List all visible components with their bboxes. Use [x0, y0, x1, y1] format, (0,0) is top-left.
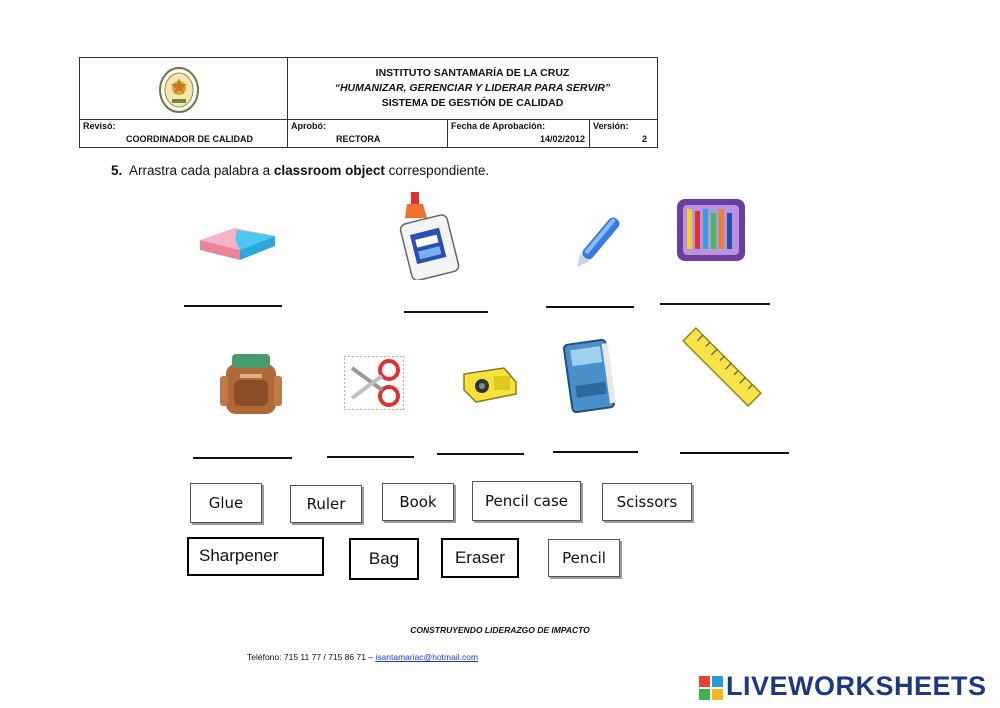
answer-line-backpack[interactable] — [193, 457, 292, 459]
footer-email-link[interactable]: isantamariac@hotmail.com — [375, 652, 479, 662]
document-header — [79, 57, 658, 148]
liveworksheets-logo-icon — [699, 676, 723, 700]
sharpener-picture — [460, 360, 520, 408]
version-cell — [590, 120, 657, 147]
footer-phone: Teléfono: 715 11 77 / 715 86 71 – — [247, 652, 374, 662]
aprobo-value: RECTORA — [336, 134, 381, 144]
instruction-part-2: correspondiente. — [384, 163, 490, 178]
footer-slogan: CONSTRUYENDO LIDERAZGO DE IMPACTO — [410, 625, 590, 635]
brand-wordmark: LIVEWORKSHEETS — [726, 671, 987, 701]
fecha-cell — [448, 120, 590, 147]
word-card-label: Eraser — [454, 548, 506, 567]
instruction-number: 5. — [111, 163, 123, 178]
answer-line-eraser[interactable] — [184, 305, 282, 307]
reviso-value: COORDINADOR DE CALIDAD — [126, 134, 253, 144]
school-seal-logo — [158, 66, 200, 114]
answer-line-book[interactable] — [553, 451, 638, 453]
answer-line-scissors[interactable] — [327, 456, 414, 458]
word-card-label: Sharpener — [199, 546, 279, 565]
reviso-label: Revisó: — [83, 121, 116, 131]
header-approval-row — [80, 119, 657, 147]
word-card-glue[interactable] — [190, 483, 262, 523]
header-title-block — [288, 58, 657, 119]
word-card-book[interactable] — [382, 483, 454, 521]
pen-picture — [567, 210, 627, 276]
scissors-picture — [344, 356, 404, 410]
quality-system-title: SISTEMA DE GESTIÓN DE CALIDAD — [381, 97, 564, 109]
word-card-label: Bag — [368, 549, 400, 568]
logo-cell — [80, 58, 288, 119]
fecha-label: Fecha de Aprobación: — [451, 121, 546, 131]
institution-name: INSTITUTO SANTAMARÍA DE LA CRUZ — [375, 67, 570, 79]
word-card-scissors[interactable] — [602, 483, 692, 521]
reviso-cell — [80, 120, 288, 147]
eraser-picture — [195, 218, 280, 268]
backpack-picture — [218, 350, 284, 416]
answer-line-glue[interactable] — [404, 311, 488, 313]
ruler-picture — [682, 326, 762, 408]
word-card-label: Pencil — [562, 549, 606, 567]
version-value: 2 — [641, 134, 647, 144]
word-card-label: Scissors — [616, 493, 678, 511]
word-card-pencil-case[interactable] — [472, 481, 581, 521]
word-card-label: Glue — [208, 494, 244, 512]
book-picture — [560, 336, 618, 416]
instruction-text — [111, 163, 489, 178]
word-card-label: Ruler — [306, 495, 346, 513]
glue-picture — [397, 190, 467, 280]
instruction-part-1: Arrastra cada palabra a — [129, 163, 274, 178]
pencil-case-picture — [673, 195, 751, 270]
institution-motto: “HUMANIZAR, GERENCIAR Y LIDERAR PARA SERVIR” — [334, 82, 611, 94]
answer-line-pencil-case[interactable] — [660, 303, 770, 305]
instruction-bold: classroom object — [273, 163, 385, 178]
answer-line-pen[interactable] — [546, 306, 634, 308]
aprobo-label: Aprobó: — [291, 121, 326, 131]
word-card-sharpener[interactable] — [187, 537, 324, 576]
word-card-ruler[interactable] — [290, 485, 362, 523]
answer-line-ruler[interactable] — [680, 452, 789, 454]
fecha-value: 14/02/2012 — [539, 134, 585, 144]
word-card-label: Book — [399, 493, 437, 511]
word-card-bag[interactable] — [349, 538, 419, 580]
word-card-eraser[interactable] — [441, 538, 519, 578]
word-card-pencil[interactable] — [548, 539, 620, 577]
footer-contact — [247, 652, 478, 662]
version-label: Versión: — [593, 121, 629, 131]
word-card-label: Pencil case — [484, 492, 569, 510]
answer-line-sharpener[interactable] — [437, 453, 524, 455]
aprobo-cell — [288, 120, 448, 147]
